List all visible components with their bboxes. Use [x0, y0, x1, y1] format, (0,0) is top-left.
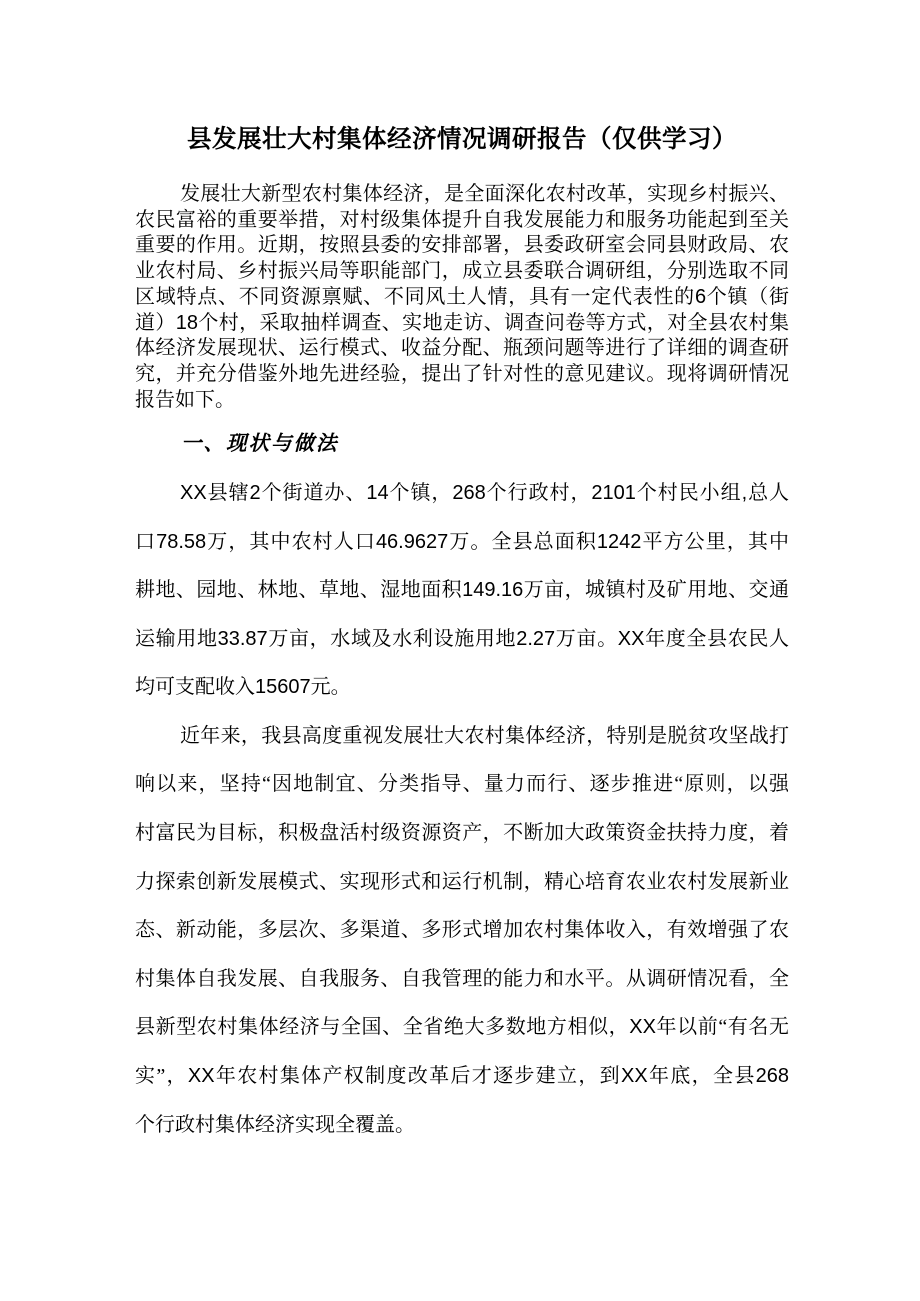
text-line: 耕地、园地、林地、草地、湿地面积149.16万亩，城镇村及矿用地、交通 [135, 579, 789, 602]
text-line: 究，并充分借鉴外地先进经验，提出了针对性的意见建议。现将调研情况 [135, 362, 789, 385]
page-content [135, 0, 789, 1149]
latin-text-run: XX [629, 1016, 656, 1039]
latin-text-run: XX [187, 1065, 215, 1088]
text-line: 发展壮大新型农村集体经济，是全面深化农村改革，实现乡村振兴、 [180, 183, 789, 205]
text-line: 态、新动能，多层次、多渠道、多形式增加农村集体收入，有效增强了农 [135, 919, 789, 942]
latin-text-run: 268 [755, 1065, 789, 1088]
development-progress-paragraph [135, 712, 789, 1149]
latin-text-run: 33.87 [217, 627, 268, 650]
latin-text-run: 2.27 [516, 627, 556, 650]
latin-text-run: 268 [452, 481, 486, 504]
text-line: 村集体自我发展、自我服务、自我管理的能力和水平。从调研情况看，全 [135, 967, 789, 990]
text-line: 均可支配收入15607元。 [135, 676, 351, 699]
document-title: 县发展壮大村集体经济情况调研报告（仅供学习） [187, 126, 737, 153]
latin-text-run: 78.58 [156, 530, 207, 553]
latin-text-run: XX [617, 627, 645, 650]
text-line: 口78.58万，其中农村人口46.9627万。全县总面积1242平方公里，其中 [135, 530, 789, 553]
latin-text-run: 14 [366, 481, 389, 504]
text-line: 农民富裕的重要举措，对村级集体提升自我发展能力和服务功能起到至关 [135, 208, 789, 231]
section-1 [135, 420, 789, 1149]
latin-text-run: XX [180, 481, 207, 504]
latin-text-run: XX [621, 1065, 648, 1088]
text-line: 实”，XX年农村集体产权制度改革后才逐步建立，到XX年底，全县268 [135, 1065, 789, 1088]
text-line: 道）18个村，采取抽样调查、实地走访、调查问卷等方式，对全县农村集 [135, 311, 789, 334]
latin-text-run: , [741, 481, 748, 504]
latin-text-run: 46.9627 [375, 530, 449, 553]
latin-text-run: 2 [249, 481, 261, 504]
text-line: 力探索创新发展模式、实现形式和运行机制，精心培育农业农村发展新业 [135, 870, 789, 893]
county-stats-paragraph [135, 469, 789, 712]
latin-text-run: 149.16 [462, 579, 524, 602]
latin-text-run: 18 [175, 311, 199, 334]
latin-text-run: 15607 [255, 676, 311, 699]
text-line: 业农村局、乡村振兴局等职能部门，成立县委联合调研组，分别选取不同 [135, 260, 789, 283]
latin-text-run: 1242 [596, 530, 642, 553]
text-line: 个行政村集体经济实现全覆盖。 [135, 1113, 415, 1136]
text-line: 体经济发展现状、运行模式、收益分配、瓶颈问题等进行了详细的调查研 [135, 337, 789, 360]
section-1-heading: 一、现状与做法 [181, 433, 339, 456]
text-line: 运输用地33.87万亩，水域及水利设施用地2.27万亩。XX年度全县农民人 [135, 627, 789, 650]
latin-text-run: 6 [694, 285, 707, 308]
text-line: 县新型农村集体经济与全国、全省绝大多数地方相似，XX年以前“有名无 [135, 1016, 789, 1039]
text-line: 响以来，坚持“因地制宜、分类指导、量力而行、逐步推进“原则，以强 [135, 773, 789, 796]
latin-text-run: 2101 [591, 481, 636, 504]
text-line: 村富民为目标，积极盘活村级资源资产，不断加大政策资金扶持力度，着 [135, 822, 789, 845]
text-line: 区域特点、不同资源禀赋、不同风土人情，具有一定代表性的6个镇（街 [135, 285, 789, 308]
intro-paragraph [135, 182, 789, 413]
text-line: 近年来，我县高度重视发展壮大农村集体经济，特别是脱贫攻坚战打 [180, 724, 789, 747]
text-line: 重要的作用。近期，按照县委的安排部署，县委政研室会同县财政局、农 [135, 234, 789, 257]
text-line: 报告如下。 [135, 388, 235, 411]
text-line: XX县辖2个街道办、14个镇，268个行政村，2101个村民小组,总人 [180, 481, 789, 504]
